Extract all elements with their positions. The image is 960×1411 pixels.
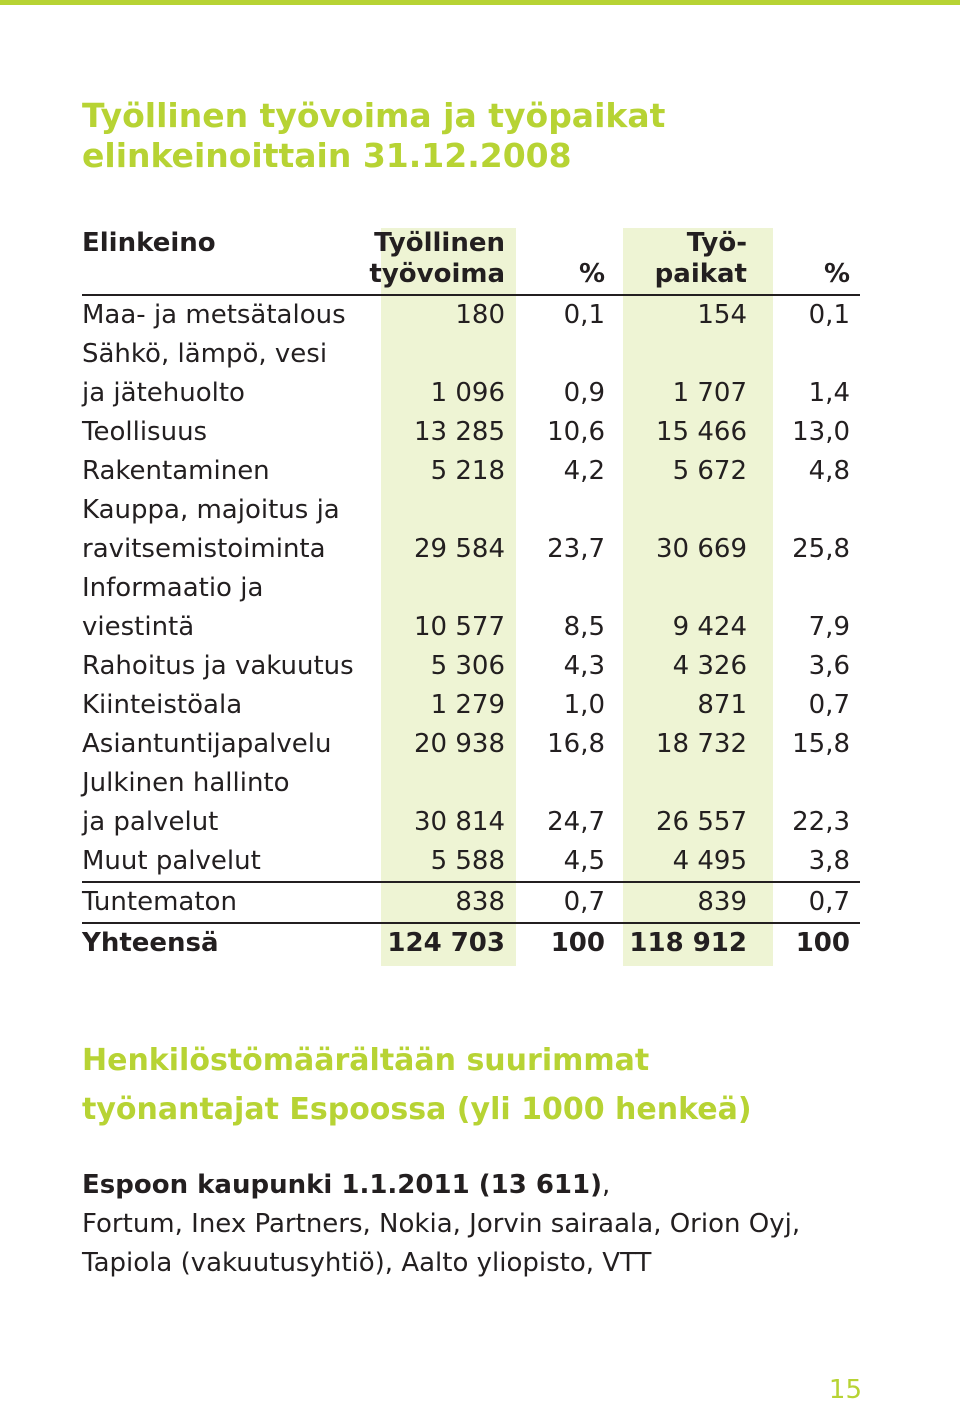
row-jobs: 26 557	[656, 807, 747, 837]
row-jobs-percent: 0,7	[808, 690, 850, 720]
row-jobs: 5 672	[672, 456, 747, 486]
table-row	[82, 686, 860, 725]
row-name-line: ja palvelut	[82, 807, 219, 837]
row-jobs: 30 669	[656, 534, 747, 564]
row-jobs: 4 326	[672, 651, 747, 681]
row-jobs-percent: 7,9	[808, 612, 850, 642]
row-industry-name	[82, 296, 346, 335]
row-workforce: 5 306	[430, 651, 505, 681]
row-name-line: Kauppa, majoitus ja	[82, 495, 340, 525]
header-workforce-line2: työvoima	[369, 259, 505, 289]
row-jobs: 15 466	[656, 417, 747, 447]
row-jobs: 839	[697, 887, 747, 917]
row-workforce: 180	[455, 300, 505, 330]
row-workforce: 13 285	[414, 417, 505, 447]
employers-line-2: Fortum, Inex Partners, Nokia, Jorvin sairaala, Orion Oyj,	[82, 1209, 801, 1239]
table-row	[82, 569, 860, 647]
employers-line-3: Tapiola (vakuutusyhtiö), Aalto yliopisto, VTT	[82, 1248, 652, 1278]
row-industry-name	[82, 883, 237, 922]
header-jobs-line1: Työ-	[686, 228, 747, 258]
row-industry-name	[82, 764, 290, 842]
lead-suffix: ,	[602, 1170, 611, 1200]
row-jobs: 9 424	[672, 612, 747, 642]
row-name-line: Rahoitus ja vakuutus	[82, 651, 354, 681]
row-name-line: Maa- ja metsätalous	[82, 300, 346, 330]
row-jobs: 154	[697, 300, 747, 330]
employers-heading-line-1: Henkilöstömäärältään suurimmat	[82, 1043, 650, 1078]
row-industry-name	[82, 335, 327, 413]
row-workforce-percent: 24,7	[547, 807, 605, 837]
row-industry-name	[82, 924, 219, 963]
row-name-line: ravitsemistoiminta	[82, 534, 326, 564]
table-row	[82, 881, 860, 922]
row-workforce-percent: 4,3	[563, 651, 605, 681]
employment-table	[82, 228, 860, 963]
row-workforce-percent: 10,6	[547, 417, 605, 447]
row-jobs-percent: 1,4	[808, 378, 850, 408]
table-row	[82, 764, 860, 842]
header-workforce-percent: %	[578, 259, 605, 289]
row-workforce: 838	[455, 887, 505, 917]
employers-heading-line-2: työnantajat Espoossa (yli 1000 henkeä)	[82, 1092, 752, 1127]
row-workforce-percent: 0,9	[563, 378, 605, 408]
row-workforce-percent: 4,5	[563, 846, 605, 876]
row-workforce-percent: 1,0	[563, 690, 605, 720]
row-jobs: 1 707	[672, 378, 747, 408]
table-row	[82, 725, 860, 764]
table-row	[82, 296, 860, 335]
row-name-line: Tuntematon	[82, 887, 237, 917]
row-workforce: 5 218	[430, 456, 505, 486]
row-workforce: 1 096	[430, 378, 505, 408]
employers-line-1	[82, 1166, 882, 1205]
row-jobs: 118 912	[629, 928, 747, 958]
row-name-line: Muut palvelut	[82, 846, 261, 876]
row-workforce: 20 938	[414, 729, 505, 759]
table-row	[82, 452, 860, 491]
row-name-line: Teollisuus	[82, 417, 208, 447]
table-row	[82, 842, 860, 881]
row-industry-name	[82, 842, 261, 881]
row-jobs-percent: 0,1	[808, 300, 850, 330]
row-workforce-percent: 4,2	[563, 456, 605, 486]
row-industry-name	[82, 491, 340, 569]
table-row	[82, 335, 860, 413]
page-title	[82, 96, 665, 176]
row-industry-name	[82, 452, 270, 491]
header-workforce-line1: Työllinen	[374, 228, 505, 258]
row-name-line: Informaatio ja	[82, 573, 264, 603]
row-jobs: 871	[697, 690, 747, 720]
row-workforce: 124 703	[387, 928, 505, 958]
row-workforce-percent: 0,1	[563, 300, 605, 330]
city-employer: Espoon kaupunki 1.1.2011 (13 611)	[82, 1170, 602, 1200]
header-workforce	[369, 228, 505, 290]
row-jobs: 4 495	[672, 846, 747, 876]
header-industry: Elinkeino	[82, 228, 216, 258]
row-jobs-percent: 25,8	[792, 534, 850, 564]
header-jobs	[655, 228, 747, 290]
row-industry-name	[82, 725, 331, 764]
row-name-line: Asiantuntijapalvelu	[82, 729, 332, 759]
top-accent-bar	[0, 0, 960, 5]
header-jobs-percent: %	[823, 259, 850, 289]
row-workforce: 5 588	[430, 846, 505, 876]
row-workforce-percent: 16,8	[547, 729, 605, 759]
row-jobs-percent: 100	[795, 928, 850, 958]
row-jobs-percent: 0,7	[808, 887, 850, 917]
row-workforce-percent: 23,7	[547, 534, 605, 564]
table-row	[82, 491, 860, 569]
row-name-line: ja jätehuolto	[82, 378, 245, 408]
row-jobs-percent: 13,0	[792, 417, 850, 447]
title-line-1: Työllinen työvoima ja työpaikat	[82, 96, 666, 135]
row-workforce-percent: 100	[550, 928, 605, 958]
table-header	[82, 228, 860, 296]
table-total-row	[82, 922, 860, 963]
row-workforce-percent: 8,5	[563, 612, 605, 642]
row-workforce: 30 814	[414, 807, 505, 837]
row-jobs-percent: 3,6	[808, 651, 850, 681]
row-workforce: 29 584	[414, 534, 505, 564]
employers-list	[82, 1166, 882, 1283]
row-jobs: 18 732	[656, 729, 747, 759]
row-name-line: Julkinen hallinto	[82, 768, 290, 798]
row-industry-name	[82, 569, 263, 647]
title-line-2: elinkeinoittain 31.12.2008	[82, 136, 572, 175]
row-name-line: Kiinteistöala	[82, 690, 243, 720]
row-name-line: Sähkö, lämpö, vesi	[82, 339, 328, 369]
row-jobs-percent: 4,8	[808, 456, 850, 486]
row-jobs-percent: 3,8	[808, 846, 850, 876]
row-workforce: 1 279	[430, 690, 505, 720]
row-industry-name	[82, 686, 242, 725]
row-workforce: 10 577	[414, 612, 505, 642]
row-jobs-percent: 22,3	[792, 807, 850, 837]
row-workforce-percent: 0,7	[563, 887, 605, 917]
row-name-line: Rakentaminen	[82, 456, 270, 486]
header-jobs-line2: paikat	[654, 259, 747, 289]
row-name-line: viestintä	[82, 612, 195, 642]
row-name-line: Yhteensä	[82, 928, 219, 958]
row-industry-name	[82, 413, 207, 452]
table-row	[82, 647, 860, 686]
row-industry-name	[82, 647, 354, 686]
table-row	[82, 413, 860, 452]
row-jobs-percent: 15,8	[792, 729, 850, 759]
employers-heading	[82, 1036, 752, 1134]
table-body	[82, 296, 860, 963]
page-number: 15	[828, 1375, 862, 1405]
